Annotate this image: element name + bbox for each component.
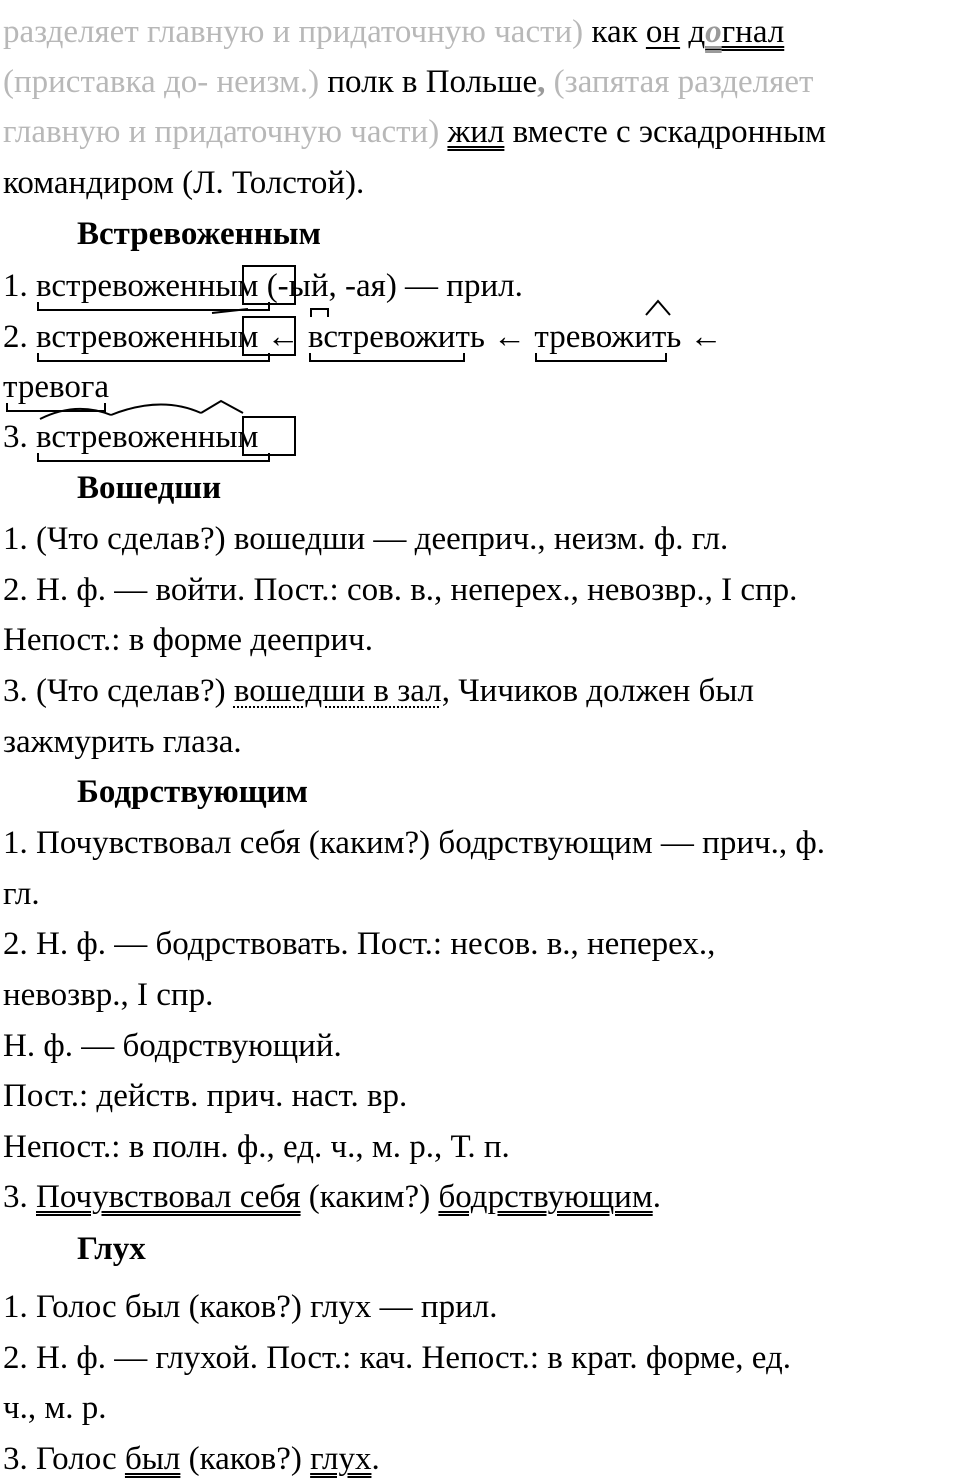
grey-annotation: (приставка до- неизм.): [3, 64, 320, 100]
text: 3. Голос: [3, 1441, 117, 1477]
text-line: [3, 1443, 380, 1476]
text-line: [3, 321, 723, 354]
item-number: 3.: [3, 419, 28, 455]
item-number: 1.: [3, 268, 28, 304]
word: как: [591, 14, 638, 50]
derivation-word: тревожить: [534, 319, 682, 355]
predicate-part: гнал: [721, 14, 785, 50]
ending: ым: [215, 419, 259, 455]
derivation-word: тревога: [3, 369, 110, 405]
word-heading: Бодрствующим: [77, 774, 309, 810]
text-line: 2. Н. ф. — войти. Пост.: сов. в., неперех., невозвр., I спр.: [3, 572, 798, 608]
subject-underlined: он: [645, 14, 681, 50]
item-number: 2.: [3, 319, 28, 355]
text-line: [3, 116, 826, 149]
marked-vowel: о: [705, 14, 722, 50]
text-line: [3, 270, 523, 303]
grey-annotation: главную и придаточную части): [3, 114, 440, 150]
question: (каков?): [188, 1441, 302, 1477]
arrow: ←: [266, 319, 300, 355]
text-line: командиром (Л. Толстой).: [3, 165, 365, 201]
text: .: [371, 1441, 380, 1477]
grey-annotation: разделяет главную и придаточную части): [3, 14, 584, 50]
morpheme-word: [3, 369, 109, 405]
text-line: Н. ф. — бодрствующий.: [3, 1028, 342, 1064]
marked-comma: ,: [537, 64, 546, 100]
predicate-part: д: [688, 14, 706, 50]
ending: ым: [215, 268, 259, 304]
text-line: 1. Почувствовал себя (каким?) бодрствующим — прич., ф.: [3, 825, 825, 861]
text-line: Непост.: в форме дееприч.: [3, 622, 373, 658]
text-line: 1. (Что сделав?) вошедши — дееприч., неизм. ф. гл.: [3, 521, 729, 557]
predicate-underlined: Почувствовал себя: [36, 1179, 301, 1215]
text-line: 1. Голос был (каков?) глух — прил.: [3, 1289, 498, 1325]
predicate-underlined: жил: [447, 114, 505, 150]
ending: ым: [215, 319, 259, 355]
text: вместе с эскадронным: [512, 114, 827, 150]
predicate-underlined: глух: [310, 1441, 372, 1477]
word-heading: Глух: [77, 1231, 146, 1267]
adverbial-underlined: вошедши в зал: [233, 673, 442, 709]
word-stem: встревоженн: [36, 319, 216, 355]
grey-annotation: (запятая разделяет: [553, 64, 814, 100]
word-stem: встревоженн: [36, 419, 216, 455]
text-line: зажмурить глаза.: [3, 724, 242, 760]
text-line: [3, 1181, 661, 1214]
word-heading: Встревоженным: [77, 216, 321, 252]
text-line: Непост.: в полн. ф., ед. ч., м. р., Т. п.: [3, 1129, 510, 1165]
morpheme-word: [36, 319, 258, 355]
text: полк в Польше: [327, 64, 538, 100]
question: (каким?): [308, 1179, 431, 1215]
derivation-word: встревожить: [307, 319, 485, 355]
text-line: гл.: [3, 876, 40, 912]
arrow: ←: [689, 319, 723, 355]
morpheme-word: [36, 268, 258, 304]
morpheme-word: [308, 319, 485, 355]
text: .: [652, 1179, 661, 1215]
text: , Чичиков должен был: [441, 673, 754, 709]
morpheme-word: [534, 319, 681, 355]
text: (-ый, -ая) — прил.: [266, 268, 523, 304]
text-line: невозвр., I спр.: [3, 977, 214, 1013]
text-line: Пост.: действ. прич. наст. вр.: [3, 1078, 408, 1114]
item-number: 3.: [3, 1179, 28, 1215]
text-line: [3, 16, 784, 49]
text-line: [3, 66, 813, 99]
text-line: [3, 371, 109, 404]
morpheme-word: [36, 419, 258, 455]
text-line: 2. Н. ф. — глухой. Пост.: кач. Непост.: в крат. форме, ед.: [3, 1340, 792, 1376]
predicate-underlined: [688, 14, 784, 50]
text: 3. (Что сделав?): [3, 673, 226, 709]
word-stem: встревоженн: [36, 268, 216, 304]
text-line: [3, 421, 258, 454]
arrow: ←: [493, 319, 527, 355]
text-line: [3, 675, 754, 708]
word-heading: Вошедши: [77, 470, 222, 506]
text-line: 2. Н. ф. — бодрствовать. Пост.: несов. в., неперех.,: [3, 926, 716, 962]
predicate-underlined: был: [124, 1441, 181, 1477]
text-line: ч., м. р.: [3, 1390, 107, 1426]
predicate-underlined: бодрствующим: [438, 1179, 653, 1215]
